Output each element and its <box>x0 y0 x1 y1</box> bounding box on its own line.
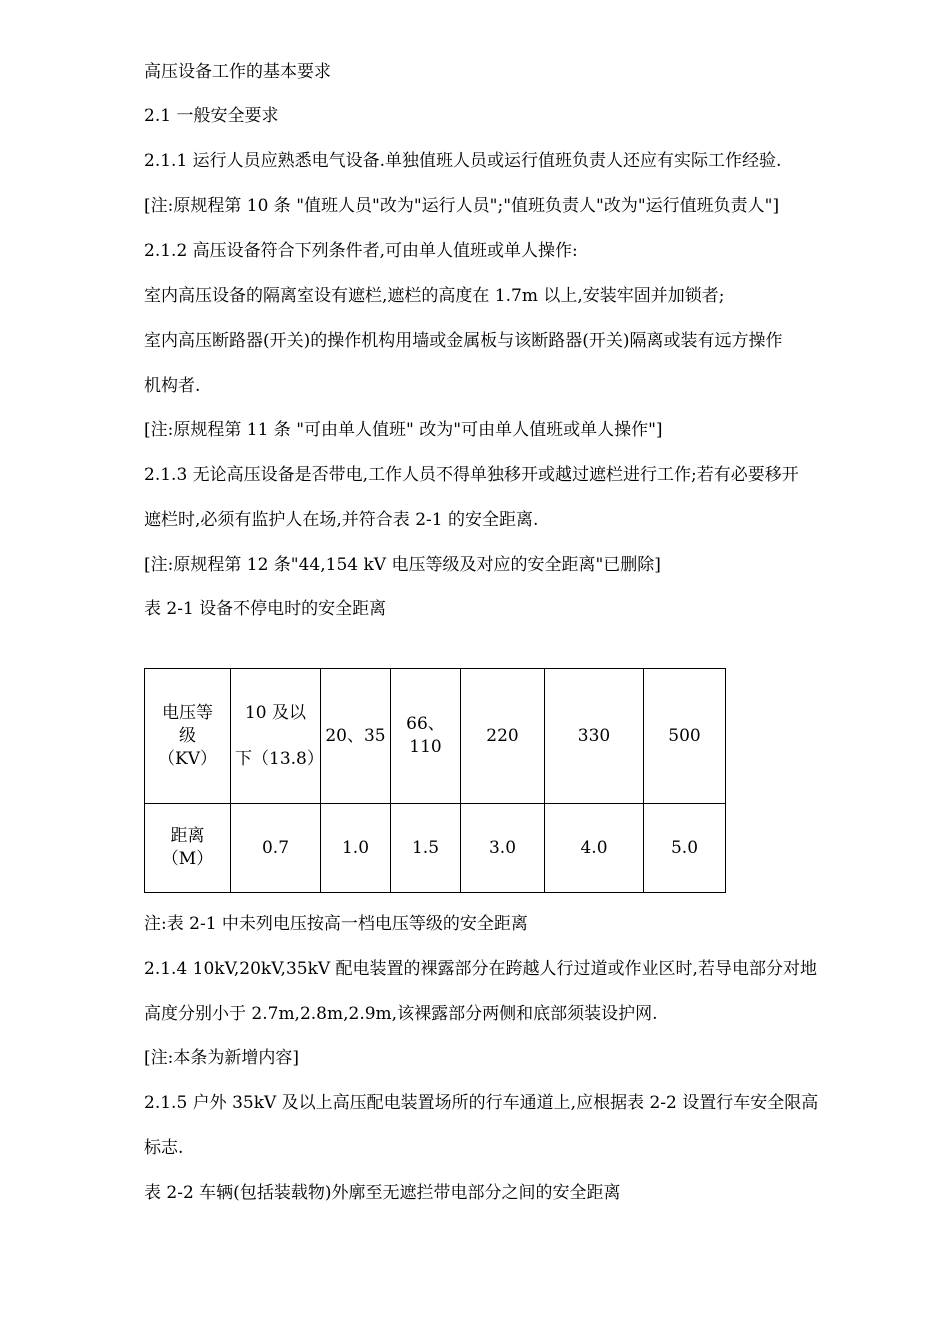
clause-2-1-3-line-1: 2.1.3 无论高压设备是否带电,工作人员不得单独移开或越过遮栏进行工作;若有必要移开 <box>144 465 799 485</box>
voltage-header-line: （KV） <box>158 748 217 769</box>
distance-header-line: 距离 <box>170 826 205 846</box>
voltage-cell-line: 220 <box>486 726 519 746</box>
condition-2-line-2: 机构者. <box>144 376 201 396</box>
table-2-1-caption: 表 2-1 设备不停电时的安全距离 <box>144 599 387 619</box>
table-2-1-note: 注:表 2-1 中未列电压按高一档电压等级的安全距离 <box>144 914 528 934</box>
clause-2-1-1: 2.1.1 运行人员应熟悉电气设备.单独值班人员或运行值班负责人还应有实际工作经验. <box>144 151 782 171</box>
voltage-header-line: 级 <box>179 725 196 746</box>
voltage-row <box>145 669 726 804</box>
voltage-cell-line: 20、35 <box>325 726 386 746</box>
note-3: [注:原规程第 12 条"44,154 kV 电压等级及对应的安全距离"已删除] <box>144 555 661 575</box>
note-4: [注:本条为新增内容] <box>144 1048 299 1068</box>
distance-cell: 1.5 <box>391 804 461 893</box>
voltage-cell-line: 66、 <box>406 714 445 734</box>
clause-2-1-5-line-1: 2.1.5 户外 35kV 及以上高压配电装置场所的行车通道上,应根据表 2-2 设置行车安全限高 <box>144 1093 819 1113</box>
voltage-cell-line: 下（13.8） <box>235 748 324 769</box>
voltage-cell-line: 330 <box>577 726 611 746</box>
clause-2-1-4-line-1: 2.1.4 10kV,20kV,35kV 配电装置的裸露部分在跨越人行过道或作业区时,若导电部分对地 <box>144 959 817 979</box>
clause-2-1-4-line-2: 高度分别小于 2.7m,2.8m,2.9m,该裸露部分两侧和底部须装设护网. <box>144 1004 658 1024</box>
distance-cell: 0.7 <box>231 804 321 893</box>
voltage-cell <box>545 669 644 804</box>
table-2-2-caption: 表 2-2 车辆(包括装载物)外廓至无遮拦带电部分之间的安全距离 <box>144 1183 621 1203</box>
voltage-cell <box>231 669 324 804</box>
voltage-cell <box>321 669 391 804</box>
voltage-cell <box>391 669 461 804</box>
voltage-cell-line: 500 <box>668 726 701 746</box>
distance-row <box>145 804 726 893</box>
clause-2-1-3-line-2: 遮栏时,必须有监护人在场,并符合表 2-1 的安全距离. <box>144 510 539 530</box>
condition-2-line-1: 室内高压断路器(开关)的操作机构用墙或金属板与该断路器(开关)隔离或装有远方操作 <box>144 331 783 351</box>
condition-1: 室内高压设备的隔离室设有遮栏,遮栏的高度在 1.7m 以上,安装牢固并加锁者; <box>144 286 725 306</box>
distance-header-line: （M） <box>161 849 214 869</box>
clause-2-1-5-line-2: 标志. <box>144 1138 184 1158</box>
voltage-header-cell <box>145 669 231 804</box>
voltage-cell <box>644 669 726 804</box>
voltage-cell-line: 110 <box>409 737 442 757</box>
doc-title: 高压设备工作的基本要求 <box>144 62 331 82</box>
distance-cell: 3.0 <box>461 804 545 893</box>
voltage-cell <box>461 669 545 804</box>
distance-cell: 1.0 <box>321 804 391 893</box>
section-2-1-heading: 2.1 一般安全要求 <box>144 106 279 126</box>
note-1: [注:原规程第 10 条 "值班人员"改为"运行人员";"值班负责人"改为"运行值班负责人"] <box>144 196 780 216</box>
note-2: [注:原规程第 11 条 "可由单人值班" 改为"可由单人值班或单人操作"] <box>144 420 663 440</box>
distance-header-cell <box>145 804 231 893</box>
safety-distance-table <box>144 668 726 893</box>
distance-cell: 5.0 <box>644 804 726 893</box>
clause-2-1-2: 2.1.2 高压设备符合下列条件者,可由单人值班或单人操作: <box>144 241 578 261</box>
distance-cell: 4.0 <box>545 804 644 893</box>
voltage-header-line: 电压等 <box>162 702 213 723</box>
voltage-cell-line: 10 及以 <box>244 702 307 723</box>
